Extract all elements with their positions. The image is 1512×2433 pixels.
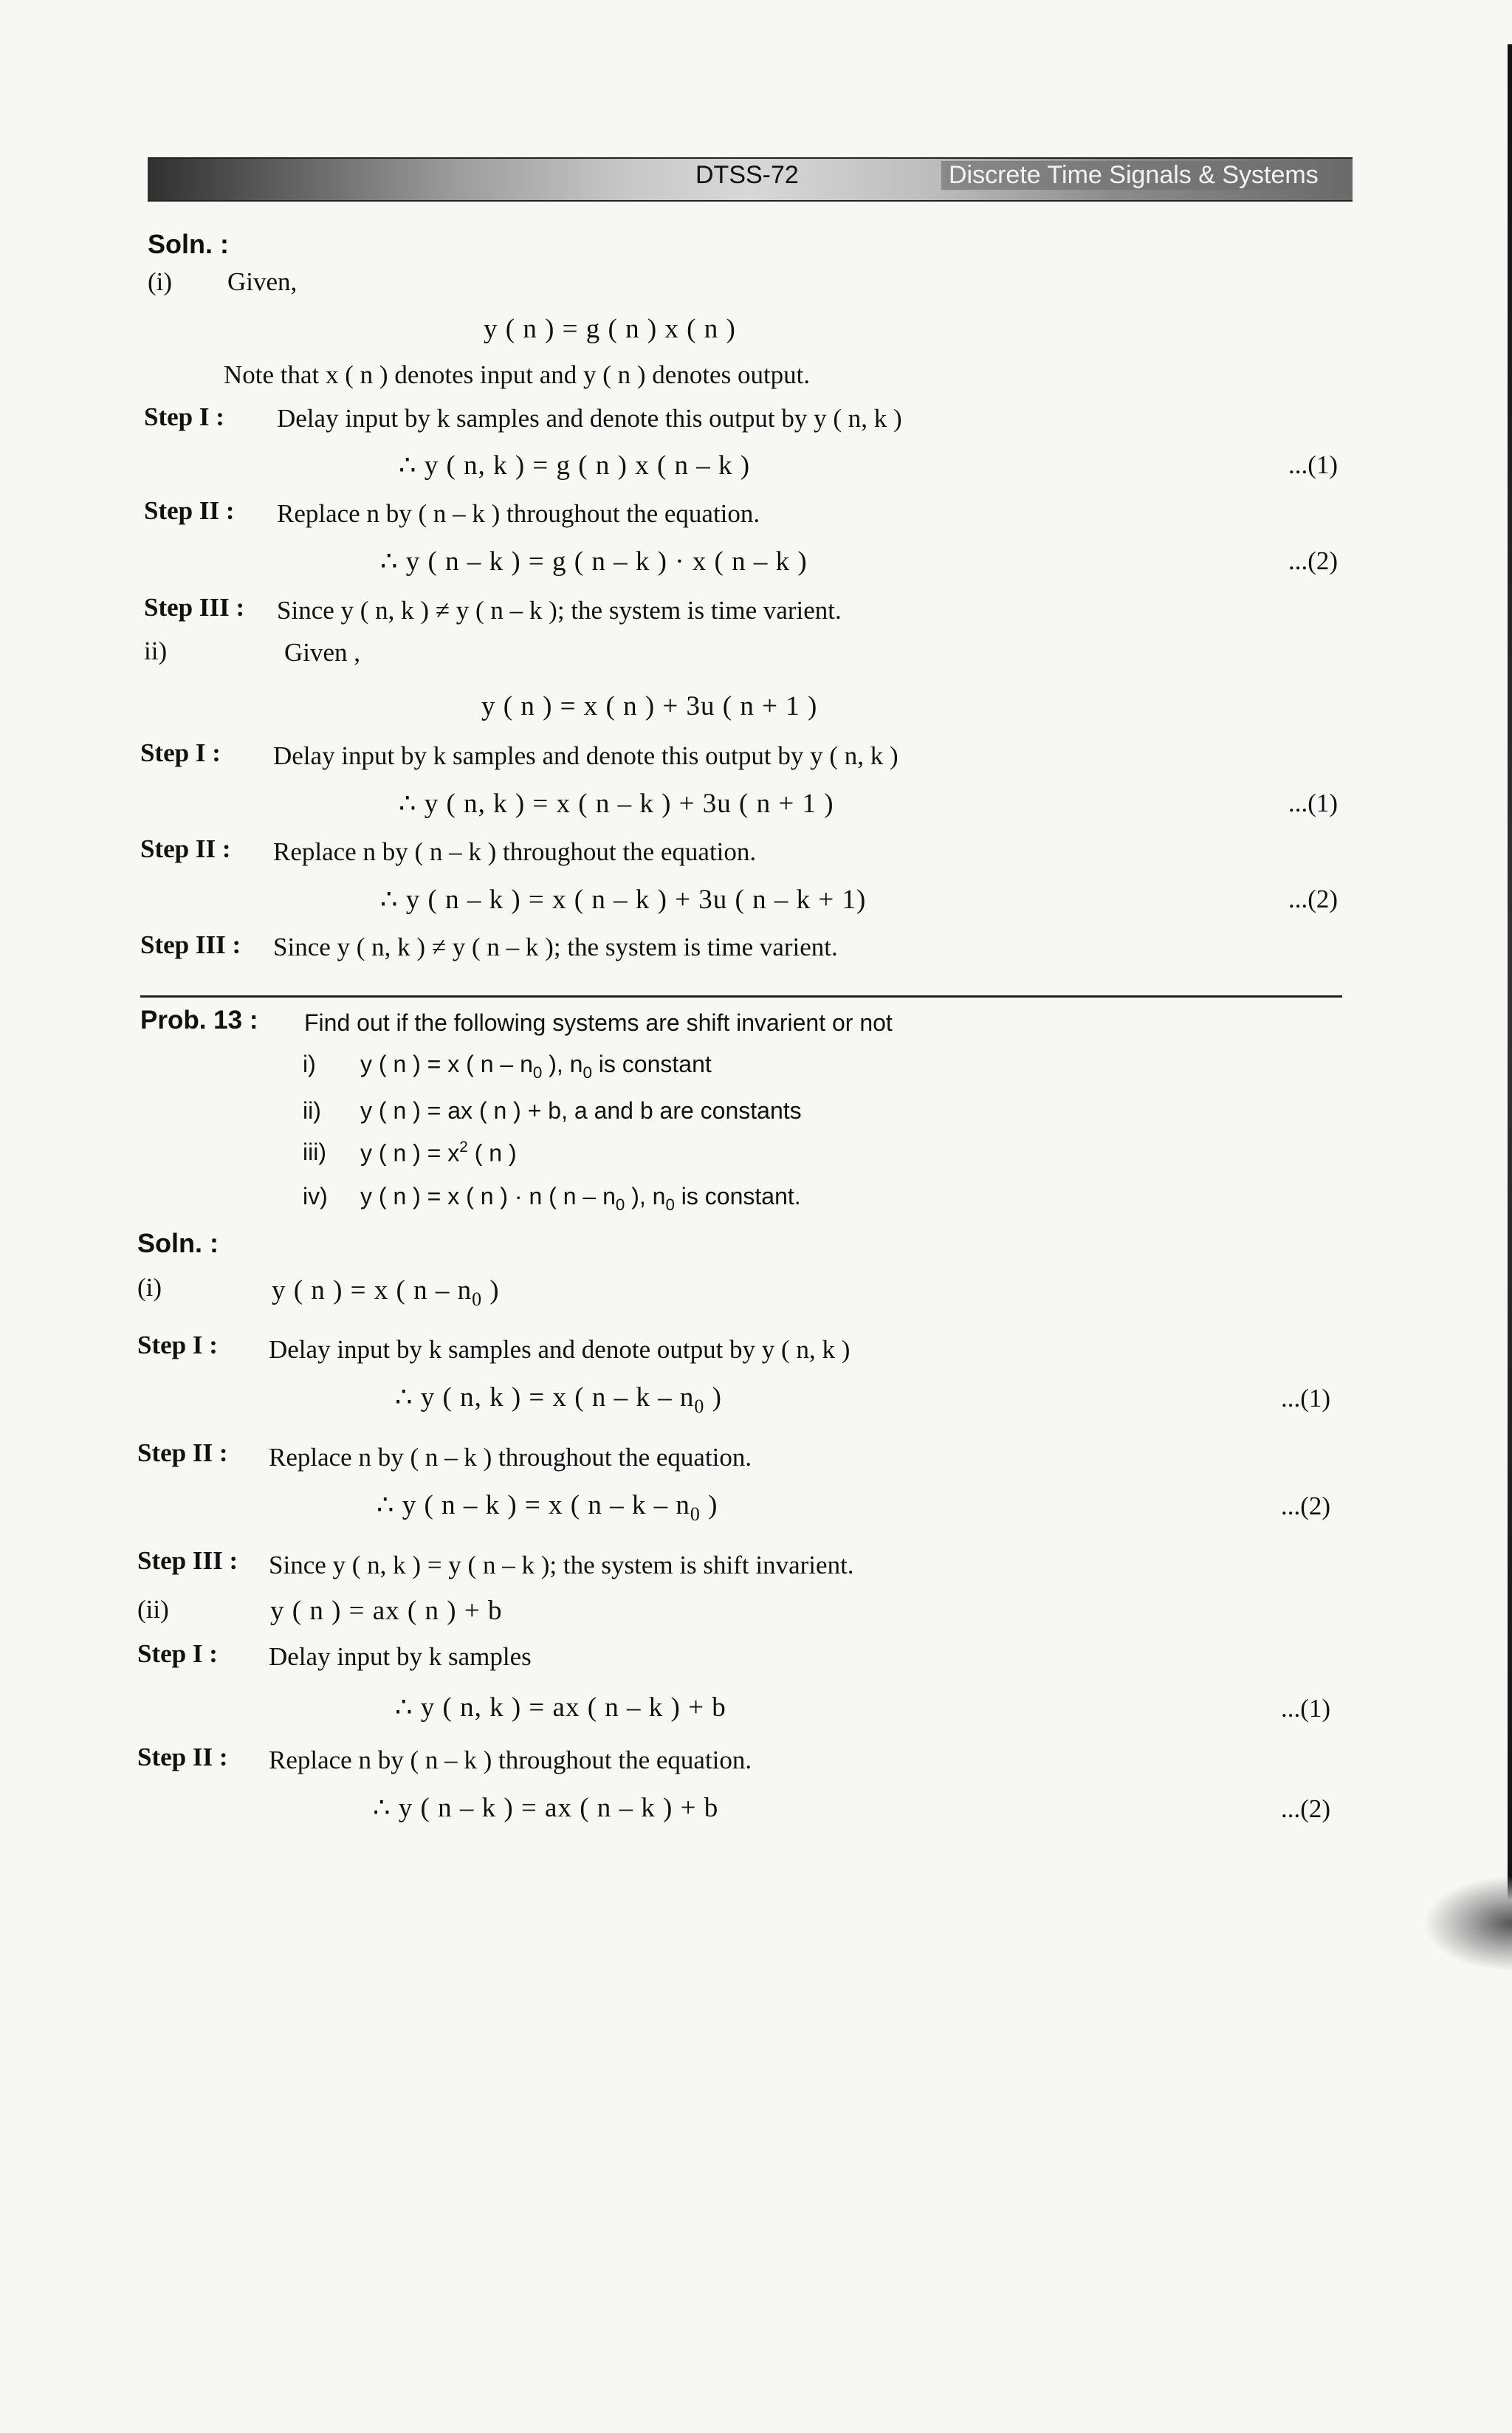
step-label: Step I :: [137, 1639, 218, 1668]
part-label: (i): [148, 267, 173, 296]
given-text: Given ,: [284, 638, 361, 667]
soln-label: Soln. :: [137, 1228, 219, 1258]
problem-question: Find out if the following systems are shift invarient or not: [304, 1009, 893, 1036]
step-label: Step III :: [144, 593, 245, 622]
soln-label: Soln. :: [148, 229, 229, 259]
equation-ref: ...(1): [1288, 450, 1339, 479]
equation-ref: ...(2): [1281, 1794, 1331, 1823]
equation-ref: ...(2): [1281, 1492, 1331, 1520]
equation: ∴ y ( n – k ) = x ( n – k – $n_0$ ): [377, 1490, 718, 1526]
problem-item: y ( n ) = x ( n – $n_0$ ), $n_0$ is constant: [360, 1051, 712, 1082]
page-edge-shadow: [1508, 44, 1512, 1905]
equation: ∴ y ( n – k ) = ax ( n – k ) + b: [373, 1793, 719, 1823]
equation: ∴ y ( n, k ) = g ( n ) x ( n – k ): [399, 450, 751, 481]
problem-item-num: iii): [303, 1139, 326, 1165]
step-label: Step II :: [140, 834, 231, 863]
equation-ref: ...(1): [1288, 789, 1339, 817]
problem-label: Prob. 13 :: [140, 1006, 258, 1034]
equation-ref: ...(2): [1288, 885, 1339, 913]
equation-ref: ...(2): [1288, 546, 1339, 575]
note-text: Note that x ( n ) denotes input and y ( n ) denotes output.: [224, 360, 811, 389]
equation: ∴ y ( n, k ) = x ( n – k – $n_0$ ): [395, 1382, 722, 1418]
equation: y ( n ) = x ( n – $n_0$ ): [272, 1275, 500, 1311]
step-label: Step III :: [137, 1546, 238, 1575]
problem-item-num: i): [303, 1051, 316, 1077]
step-label: Step I :: [140, 738, 221, 767]
step-text: Since y ( n, k ) ≠ y ( n – k ); the system is time varient.: [273, 933, 838, 961]
problem-item-num: iv): [303, 1183, 328, 1209]
problem-item: y ( n ) = ax ( n ) + b, a and b are constants: [360, 1097, 802, 1124]
step-label: Step I :: [137, 1331, 218, 1359]
step-text: Replace n by ( n – k ) throughout the equation.: [269, 1746, 752, 1774]
page-code: DTSS-72: [695, 161, 799, 189]
part-label: (i): [137, 1273, 162, 1302]
equation: ∴ y ( n – k ) = g ( n – k ) · x ( n – k ): [380, 546, 808, 577]
part-label: ii): [144, 636, 168, 665]
step-label: Step II :: [137, 1438, 228, 1467]
equation-ref: ...(1): [1281, 1384, 1331, 1413]
step-text: Replace n by ( n – k ) throughout the equation.: [273, 837, 757, 866]
problem-item: y ( n ) = x ( n ) · n ( n – $n_0$ ), $n_0$ is constant.: [360, 1183, 801, 1214]
problem-item: y ( n ) = $x^2$ ( n ): [360, 1139, 517, 1167]
step-text: Since y ( n, k ) ≠ y ( n – k ); the system is time varient.: [277, 596, 842, 625]
step-text: Replace n by ( n – k ) throughout the equation.: [277, 499, 760, 528]
step-label: Step II :: [137, 1743, 228, 1771]
step-text: Delay input by k samples and denote this output by y ( n, k ): [273, 741, 898, 770]
step-text: Replace n by ( n – k ) throughout the equation.: [269, 1443, 752, 1472]
step-text: Delay input by k samples and denote this output by y ( n, k ): [277, 404, 902, 433]
step-label: Step II :: [144, 496, 235, 525]
equation: y ( n ) = x ( n ) + 3u ( n + 1 ): [481, 691, 818, 721]
step-text: Delay input by k samples: [269, 1642, 532, 1671]
step-text: Delay input by k samples and denote output by y ( n, k ): [269, 1335, 850, 1364]
section-divider: [140, 995, 1342, 998]
equation: y ( n ) = g ( n ) x ( n ): [484, 314, 736, 344]
step-label: Step III :: [140, 930, 241, 959]
equation: ∴ y ( n, k ) = x ( n – k ) + 3u ( n + 1 ): [399, 789, 834, 819]
step-text: Since y ( n, k ) = y ( n – k ); the system is shift invarient.: [269, 1551, 854, 1579]
equation: ∴ y ( n – k ) = x ( n – k ) + 3u ( n – k + 1): [380, 885, 867, 915]
equation-ref: ...(1): [1281, 1694, 1331, 1723]
page-corner-shadow: [1423, 1876, 1512, 1972]
subject-title: Discrete Time Signals & Systems: [941, 161, 1326, 190]
equation: y ( n ) = ax ( n ) + b: [270, 1596, 503, 1626]
step-label: Step I :: [144, 402, 224, 431]
part-label: (ii): [137, 1595, 169, 1624]
equation: ∴ y ( n, k ) = ax ( n – k ) + b: [395, 1692, 726, 1723]
problem-item-num: ii): [303, 1097, 321, 1124]
given-text: Given,: [227, 267, 298, 296]
